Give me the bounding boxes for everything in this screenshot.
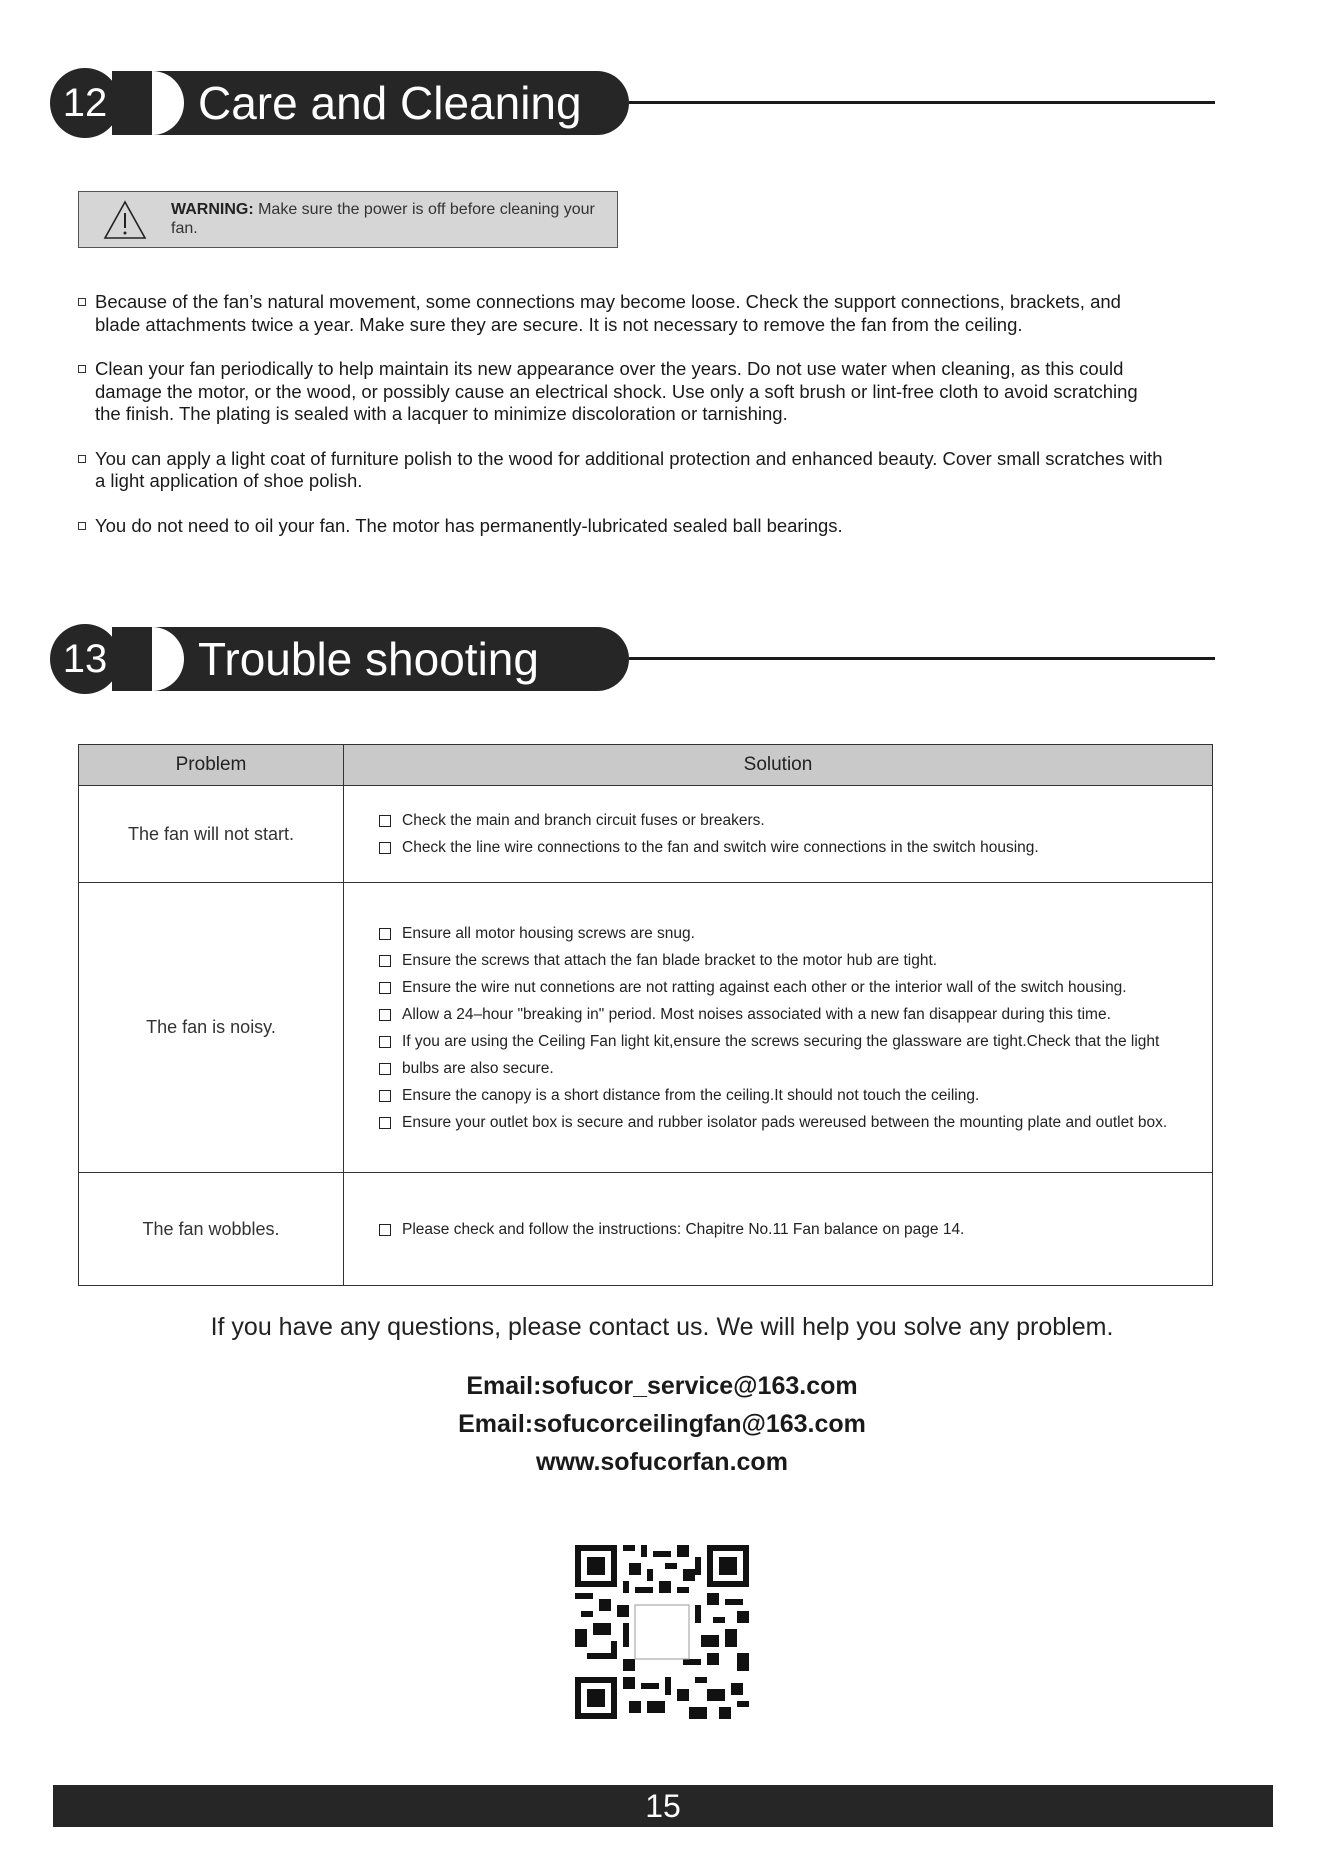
qr-code-image (575, 1545, 749, 1719)
page-footer (53, 1785, 1273, 1827)
checkbox-icon (379, 1117, 391, 1129)
solution-item: Ensure all motor housing screws are snug. (379, 920, 1212, 947)
solution-item: Allow a 24–hour "breaking in" period. Most noises associated with a new fan disappear during this time. (379, 1001, 1212, 1028)
divider (629, 657, 1215, 660)
checkbox-icon (379, 1063, 391, 1075)
list-item: Clean your fan periodically to help maintain its new appearance over the years. Do not use water when cleaning, as this could damage the motor, or the wood, or possibly cause an electrical shock. Use only a soft brush or lint-free cloth to avoid scratching the finish. The plating is sealed with a lacquer to minimize discoloration or tarnishing. (78, 358, 1168, 426)
table-row (79, 883, 1213, 1173)
solution-cell (344, 1173, 1213, 1286)
checkbox-icon (379, 1036, 391, 1048)
solution-item: Ensure the screws that attach the fan blade bracket to the motor hub are tight. (379, 947, 1212, 974)
solution-cell (344, 883, 1213, 1173)
checkbox-icon (379, 842, 391, 854)
bullet-box-icon (78, 455, 86, 463)
section-title (112, 627, 629, 691)
solution-item: bulbs are also secure. (379, 1055, 1212, 1082)
column-header-problem: Problem (79, 745, 344, 786)
contact-email-2: Email:sofucorceilingfan@163.com (458, 1410, 866, 1438)
warning-message: Make sure the power is off before cleaning your fan. (171, 201, 595, 237)
section-title (112, 71, 629, 135)
section-header-care (50, 68, 1215, 140)
list-item: Because of the fan’s natural movement, some connections may become loose. Check the support connections, brackets, and blade attachments twice a year. Make sure they are secure. It is not necessary to remove the fan from the ceiling. (78, 291, 1168, 336)
solution-item: Ensure the canopy is a short distance from the ceiling.It should not touch the ceiling. (379, 1082, 1212, 1109)
warning-box (78, 191, 618, 248)
solution-cell (344, 786, 1213, 883)
table-row (79, 1173, 1213, 1286)
list-item: You can apply a light coat of furniture polish to the wood for additional protection and enhanced beauty. Cover small scratches with a light application of shoe polish. (78, 448, 1168, 493)
bullet-box-icon (78, 365, 86, 373)
troubleshooting-table (78, 744, 1213, 1286)
checkbox-icon (379, 1009, 391, 1021)
checkbox-icon (379, 1224, 391, 1236)
bullet-box-icon (78, 522, 86, 530)
section-title-text: Trouble shooting (198, 633, 539, 685)
solution-item: If you are using the Ceiling Fan light kit,ensure the screws securing the glassware are tight.Check that the light (379, 1028, 1212, 1055)
problem-cell: The fan wobbles. (79, 1173, 344, 1286)
problem-cell: The fan is noisy. (79, 883, 344, 1173)
table-header-row (79, 745, 1213, 786)
section-title-text: Care and Cleaning (198, 77, 582, 129)
list-item: You do not need to oil your fan. The motor has permanently-lubricated sealed ball bearings. (78, 515, 1168, 538)
contact-question: If you have any questions, please contact us. We will help you solve any problem. (210, 1313, 1114, 1341)
checkbox-icon (379, 815, 391, 827)
section-header-trouble (50, 624, 1215, 696)
solution-item: Ensure your outlet box is secure and rubber isolator pads wereused between the mounting plate and outlet box. (379, 1109, 1212, 1136)
section-number: 12 (50, 68, 120, 138)
checkbox-icon (379, 982, 391, 994)
contact-website: www.sofucorfan.com (536, 1448, 788, 1476)
care-list (78, 291, 1168, 559)
contact-email-1: Email:sofucor_service@163.com (466, 1372, 858, 1400)
page-number: 15 (645, 1788, 681, 1824)
checkbox-icon (379, 955, 391, 967)
warning-icon (103, 200, 147, 240)
problem-cell: The fan will not start. (79, 786, 344, 883)
divider (629, 101, 1215, 104)
solution-item: Please check and follow the instructions: Chapitre No.11 Fan balance on page 14. (379, 1216, 1212, 1243)
table-row (79, 786, 1213, 883)
warning-text (171, 200, 611, 238)
warning-label: WARNING: (171, 201, 254, 218)
solution-item: Check the line wire connections to the fan and switch wire connections in the switch housing. (379, 834, 1212, 861)
solution-item: Ensure the wire nut connetions are not ratting against each other or the interior wall of the switch housing. (379, 974, 1212, 1001)
column-header-solution: Solution (344, 745, 1213, 786)
checkbox-icon (379, 928, 391, 940)
section-number: 13 (50, 624, 120, 694)
checkbox-icon (379, 1090, 391, 1102)
solution-item: Check the main and branch circuit fuses or breakers. (379, 807, 1212, 834)
bullet-box-icon (78, 298, 86, 306)
